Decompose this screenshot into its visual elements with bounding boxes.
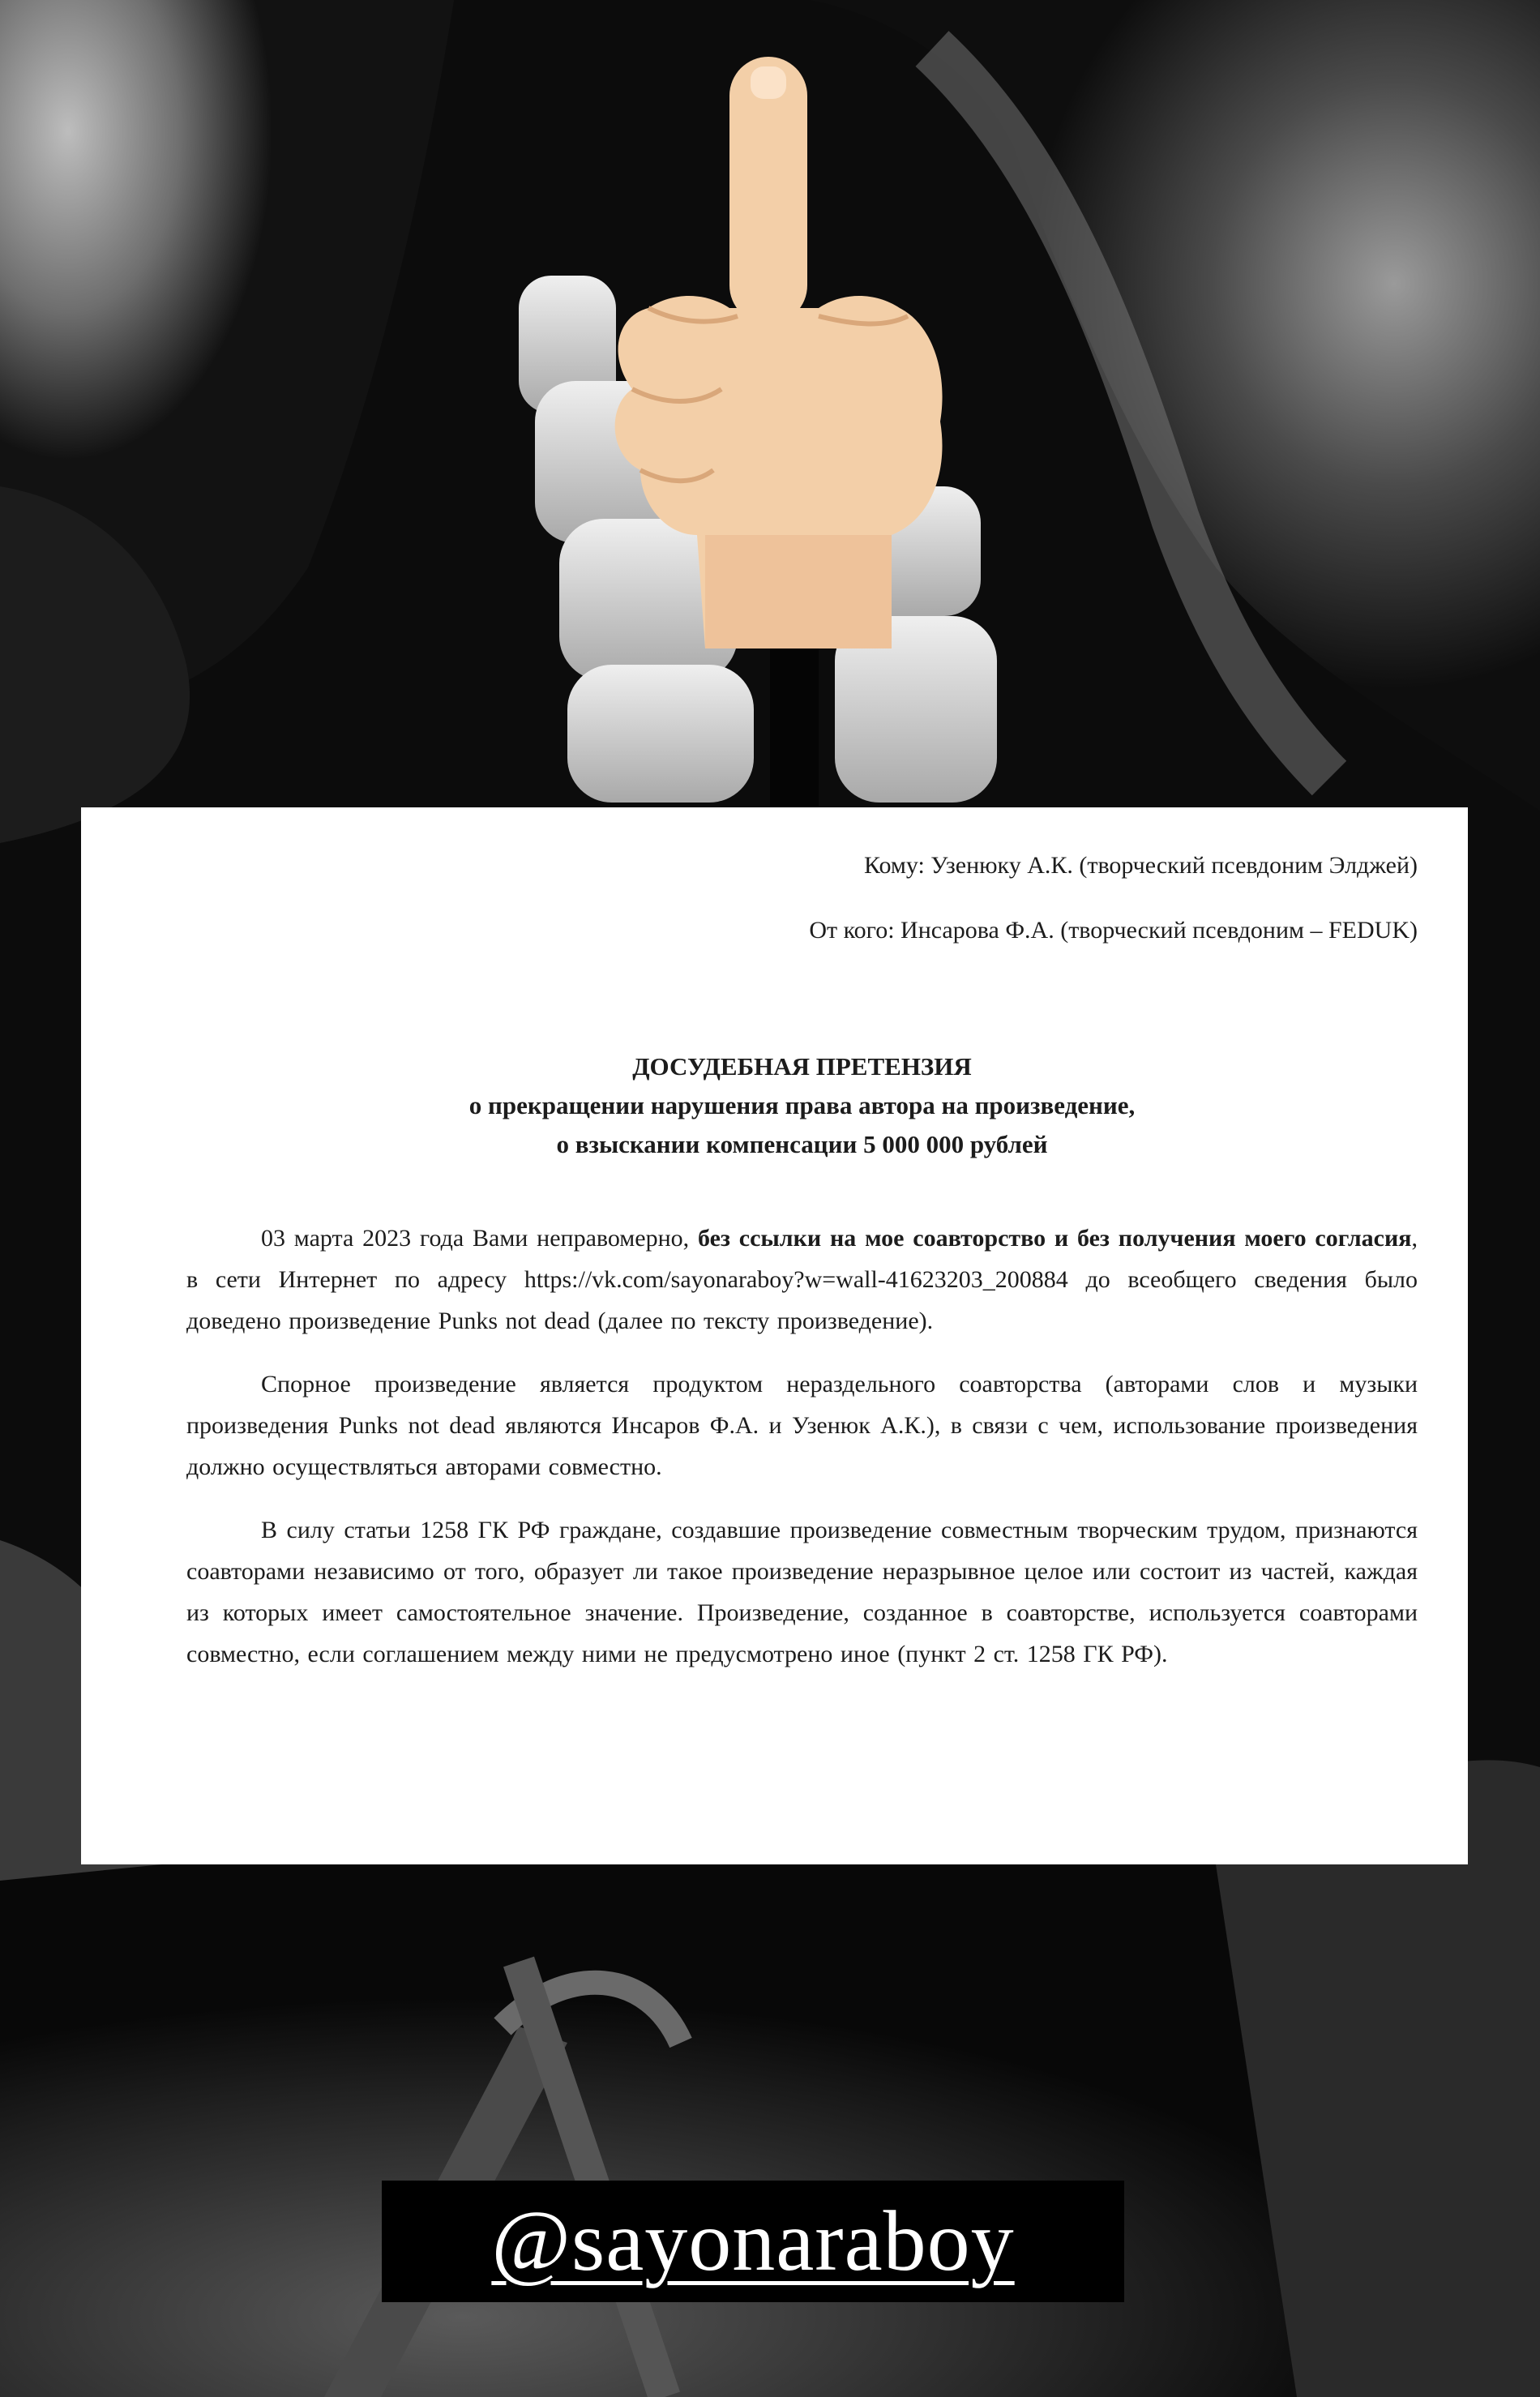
paragraph-3: В силу статьи 1258 ГК РФ граждане, создавшие произведение совместным творческим трудом, признаются соавторами независимо от того, образует ли такое произведение неразрывное целое или состоит из частей, каждая из которых имеет самостоятельное значение. Произведение, созданное в соавторстве, используется соавторами совместно, если соглашением между ними не предусмотрено иное (пункт 2 ст. 1258 ГК РФ). (186, 1517, 1418, 1667)
document-title (186, 1047, 1418, 1164)
recipient-line: Кому: Узенюку А.К. (творческий псевдоним Элджей) (863, 852, 1418, 879)
paragraph-1-intro: 03 марта 2023 года Вами неправомерно, (261, 1225, 698, 1252)
paragraph-1-bold: без ссылки на мое соавторство и без получения моего согласия (697, 1225, 1412, 1252)
title-line-2: о прекращении нарушения права автора на произведение, (468, 1091, 1136, 1119)
paragraph-2: Спорное произведение является продуктом нераздельного соавторства (авторами слов и музыки произведения Punks not dead являются Инсаров Ф.А. и Узенюк А.К.), в связи с чем, использование произведения должно осуществляться авторами совместно. (186, 1371, 1418, 1480)
sender-line: От кого: Инсарова Ф.А. (творческий псевдоним – FEDUK) (809, 917, 1418, 944)
pretrial-claim-document (81, 807, 1468, 1864)
middle-finger-emoji-icon (600, 49, 956, 681)
paragraph-1 (186, 1218, 1418, 1342)
document-body (186, 1218, 1418, 1675)
title-line-1: ДОСУДЕБНАЯ ПРЕТЕНЗИЯ (632, 1052, 972, 1081)
title-line-3: о взыскании компенсации 5 000 000 рублей (556, 1130, 1048, 1158)
mention-handle[interactable]: @sayonaraboy (491, 2194, 1015, 2288)
mention-sticker[interactable] (382, 2181, 1124, 2302)
paragraph-1-rest: , в сети Интернет по адресу https://vk.com/sayonaraboy?w=wall-41623203_200884 до всеобщего сведения было доведено произведение Punks not dead (далее по тексту произведение). (186, 1225, 1418, 1334)
